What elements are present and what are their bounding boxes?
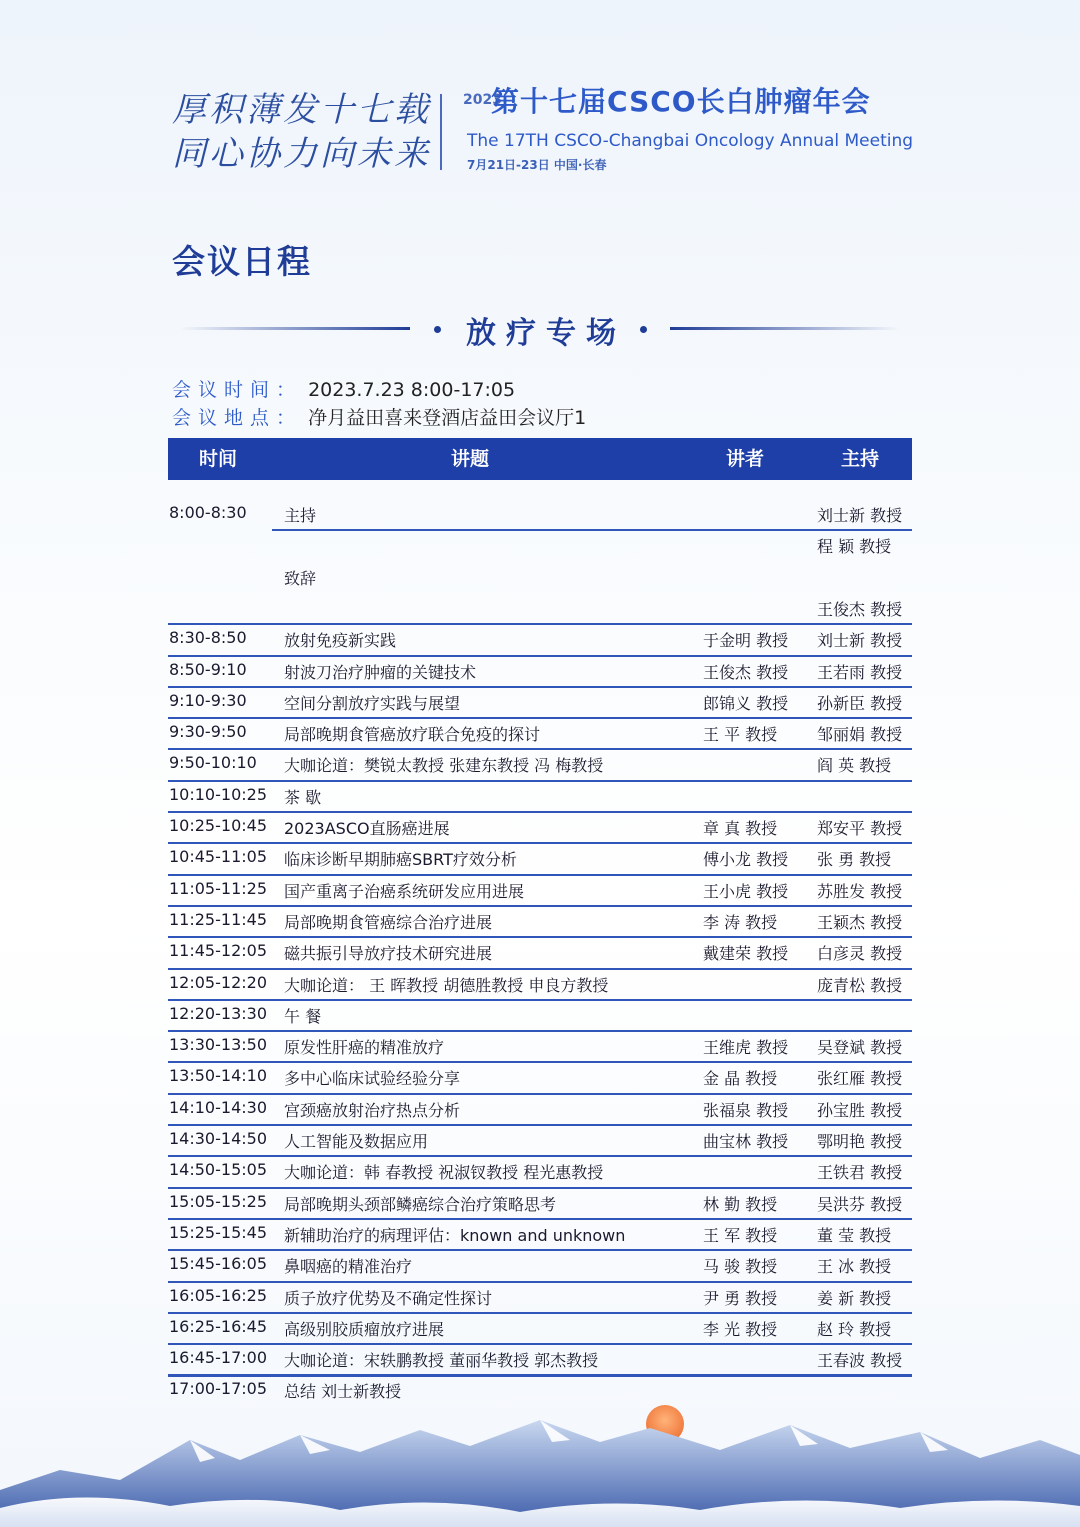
- mountain-illustration: [0, 1380, 1080, 1527]
- row-topic: 质子放疗优势及不确定性探讨: [284, 1288, 493, 1308]
- row-topic: 原发性肝癌的精准放疗: [284, 1038, 445, 1058]
- row-host: 庞青松 教授: [817, 975, 903, 995]
- table-row: [168, 500, 912, 531]
- row-topic: 鼻咽癌的精准治疗: [284, 1257, 413, 1277]
- slogan-line-2: 同心协力向未来: [172, 134, 431, 174]
- row-time: 9:10-9:30: [169, 690, 247, 710]
- row-host: 王春波 教授: [817, 1351, 903, 1371]
- row-speaker: 李 涛 教授: [703, 912, 778, 932]
- row-topic: 局部晚期食管癌综合治疗进展: [284, 912, 493, 932]
- row-host: 程 颖 教授: [817, 537, 892, 557]
- row-time: 14:50-15:05: [169, 1160, 267, 1180]
- row-topic: 人工智能及数据应用: [284, 1132, 429, 1151]
- row-topic: 国产重离子治癌系统研发应用进展: [284, 881, 525, 901]
- row-time: 15:05-15:25: [169, 1191, 267, 1211]
- year-mark: 2023: [463, 92, 502, 108]
- row-speaker: 戴建荣 教授: [703, 944, 789, 964]
- row-speaker: 李 光 教授: [703, 1319, 778, 1339]
- row-host: 董 莹 教授: [817, 1225, 892, 1245]
- title-rule-right: [670, 327, 900, 330]
- table-row: [168, 563, 912, 594]
- row-host: 张红雁 教授: [817, 1069, 903, 1089]
- row-time: 10:25-10:45: [169, 816, 267, 835]
- row-time: 11:45-12:05: [169, 941, 267, 961]
- row-host: 白彦灵 教授: [817, 944, 903, 964]
- row-time: 8:30-8:50: [169, 628, 247, 648]
- meeting-title-block: [463, 80, 923, 120]
- meeting-date-location: 7月21日-23日 中国·长春: [467, 158, 607, 172]
- table-row: [168, 1095, 912, 1126]
- row-host: 孙宝胜 教授: [817, 1100, 903, 1120]
- table-row: [168, 1032, 912, 1063]
- table-row: [168, 1345, 912, 1376]
- row-host: 苏胜发 教授: [817, 881, 903, 901]
- meeting-title: 第十七届CSCO长白肿瘤年会: [491, 85, 871, 118]
- table-row: [168, 1314, 912, 1345]
- row-speaker: 王 军 教授: [703, 1225, 778, 1245]
- row-time: 13:30-13:50: [169, 1035, 267, 1055]
- table-row: [168, 688, 912, 719]
- row-speaker: 林 勤 教授: [703, 1194, 778, 1214]
- row-speaker: 马 骏 教授: [703, 1257, 778, 1277]
- table-row: [168, 625, 912, 656]
- table-row: [168, 1063, 912, 1094]
- row-host: 刘士新 教授: [817, 631, 903, 651]
- row-time: 9:30-9:50: [169, 722, 247, 742]
- row-topic: 宫颈癌放射治疗热点分析: [284, 1100, 461, 1120]
- row-speaker: 王 平 教授: [703, 725, 778, 745]
- slogan-line-1: 厚积薄发十七载: [172, 90, 431, 130]
- table-row: [168, 1251, 912, 1282]
- table-row: [168, 876, 912, 907]
- table-bottom-rule: [168, 1374, 912, 1377]
- row-host: 吴登斌 教授: [817, 1038, 903, 1058]
- row-host: 张 勇 教授: [817, 850, 892, 870]
- row-speaker: 傅小龙 教授: [703, 850, 789, 870]
- row-time: 11:25-11:45: [169, 909, 267, 929]
- row-host: 孙新臣 教授: [817, 693, 903, 713]
- row-speaker: 王维虎 教授: [703, 1038, 789, 1058]
- row-topic: 新辅助治疗的病理评估：known and unknown: [284, 1225, 626, 1245]
- row-time: 14:30-14:50: [169, 1129, 267, 1148]
- row-speaker: 王小虎 教授: [703, 881, 789, 901]
- slogan: [172, 88, 432, 176]
- subsection-title: 放疗专场: [466, 316, 626, 351]
- meeting-time-row: [172, 375, 515, 402]
- table-row: [168, 594, 912, 625]
- row-topic: 放射免疫新实践: [284, 631, 397, 651]
- row-speaker: 张福泉 教授: [703, 1100, 789, 1120]
- row-host: 王俊杰 教授: [817, 599, 903, 619]
- row-time: 16:05-16:25: [169, 1285, 267, 1305]
- table-row: [168, 750, 912, 781]
- table-row: [168, 1220, 912, 1251]
- row-host: 邹丽娟 教授: [817, 725, 903, 745]
- row-host: 王若雨 教授: [817, 662, 903, 682]
- table-row: [168, 1001, 912, 1032]
- header-divider: [440, 94, 442, 170]
- table-row: [168, 970, 912, 1001]
- row-topic: 临床诊断早期肺癌SBRT疗效分析: [284, 850, 517, 870]
- row-topic: 午 餐: [284, 1006, 322, 1026]
- row-topic: 致辞: [284, 568, 317, 588]
- row-topic: 主持: [284, 506, 317, 525]
- table-row: [168, 782, 912, 813]
- row-topic: 高级别胶质瘤放疗进展: [284, 1319, 445, 1339]
- table-row: [168, 813, 912, 844]
- row-topic: 大咖论道： 王 晖教授 胡德胜教授 申良方教授: [284, 975, 609, 995]
- row-speaker: 金 晶 教授: [703, 1069, 778, 1089]
- meeting-place-value: 净月益田喜来登酒店益田会议厅1: [308, 407, 587, 429]
- table-row: [168, 1157, 912, 1188]
- row-host: 阎 英 教授: [817, 756, 892, 776]
- row-time: 10:10-10:25: [169, 784, 267, 804]
- row-host: 姜 新 教授: [817, 1288, 892, 1308]
- row-time: 13:50-14:10: [169, 1066, 267, 1086]
- row-speaker: 尹 勇 教授: [703, 1288, 778, 1308]
- row-time: 10:45-11:05: [169, 847, 267, 867]
- row-time: 15:45-16:05: [169, 1254, 267, 1274]
- row-time: 14:10-14:30: [169, 1097, 267, 1117]
- row-topic: 总结 刘士新教授: [284, 1382, 402, 1402]
- row-host: 郑安平 教授: [817, 819, 903, 838]
- section-title: 会议日程: [172, 242, 312, 281]
- row-topic: 多中心临床试验经验分享: [284, 1069, 461, 1089]
- row-speaker: 曲宝林 教授: [703, 1132, 789, 1151]
- table-row: [168, 719, 912, 750]
- meeting-time-value: 2023.7.23 8:00-17:05: [308, 379, 516, 401]
- table-row: [168, 844, 912, 875]
- row-topic: 大咖论道：韩 春教授 祝淑钗教授 程光惠教授: [284, 1163, 604, 1183]
- header-topic: 讲题: [450, 448, 489, 470]
- row-host: 王铁君 教授: [817, 1163, 903, 1183]
- row-topic: 射波刀治疗肿瘤的关键技术: [284, 662, 477, 682]
- row-time: 9:50-10:10: [169, 753, 257, 773]
- row-speaker: 于金明 教授: [703, 631, 789, 651]
- row-time: 8:50-9:10: [169, 659, 247, 679]
- row-topic: 大咖论道：樊锐太教授 张建东教授 冯 梅教授: [284, 756, 604, 776]
- table-row: [168, 1189, 912, 1220]
- header-speaker: 讲者: [725, 448, 764, 470]
- row-topic: 磁共振引导放疗技术研究进展: [284, 944, 493, 964]
- row-host: 王颖杰 教授: [817, 912, 903, 932]
- meeting-place-label: 会议地点：: [172, 407, 303, 429]
- row-time: 15:25-15:45: [169, 1222, 267, 1242]
- row-time: 11:05-11:25: [169, 878, 267, 898]
- row-host: 王 冰 教授: [817, 1257, 892, 1277]
- meeting-place-row: [172, 403, 586, 430]
- table-row: [168, 907, 912, 938]
- row-time: 17:00-17:05: [169, 1379, 267, 1399]
- schedule-table-header: [168, 438, 912, 480]
- header-host: 主持: [840, 448, 879, 470]
- row-time: 12:05-12:20: [169, 972, 267, 992]
- header-time: 时间: [198, 448, 237, 470]
- table-row: [168, 938, 912, 969]
- row-topic: 局部晚期食管癌放疗联合免疫的探讨: [284, 725, 541, 745]
- meeting-time-label: 会议时间：: [172, 379, 303, 401]
- title-dot-left: [434, 326, 441, 333]
- row-topic: 大咖论道：宋轶鹏教授 董丽华教授 郭杰教授: [284, 1351, 599, 1371]
- table-row: [168, 1283, 912, 1314]
- row-topic: 茶 歇: [284, 787, 322, 807]
- row-time: 12:20-13:30: [169, 1003, 267, 1023]
- row-speaker: 章 真 教授: [703, 819, 778, 838]
- row-host: 鄂明艳 教授: [817, 1132, 903, 1151]
- table-row: [168, 531, 912, 562]
- table-row: [168, 657, 912, 688]
- row-host: 刘士新 教授: [817, 506, 903, 525]
- row-time: 16:25-16:45: [169, 1316, 267, 1336]
- row-time: 8:00-8:30: [169, 503, 247, 522]
- meeting-title-english: The 17TH CSCO-Changbai Oncology Annual Meeting: [467, 131, 914, 151]
- row-topic: 2023ASCO直肠癌进展: [284, 819, 450, 838]
- title-rule-left: [180, 327, 410, 330]
- row-topic: 局部晚期头颈部鳞癌综合治疗策略思考: [284, 1194, 557, 1214]
- table-row: [168, 1126, 912, 1157]
- row-time: 16:45-17:00: [169, 1348, 267, 1368]
- row-topic: 空间分割放疗实践与展望: [284, 693, 461, 713]
- row-speaker: 王俊杰 教授: [703, 662, 789, 682]
- row-host: 赵 玲 教授: [817, 1319, 892, 1339]
- title-dot-right: [640, 326, 647, 333]
- row-speaker: 郎锦义 教授: [703, 693, 789, 713]
- row-host: 吴洪芬 教授: [817, 1194, 903, 1214]
